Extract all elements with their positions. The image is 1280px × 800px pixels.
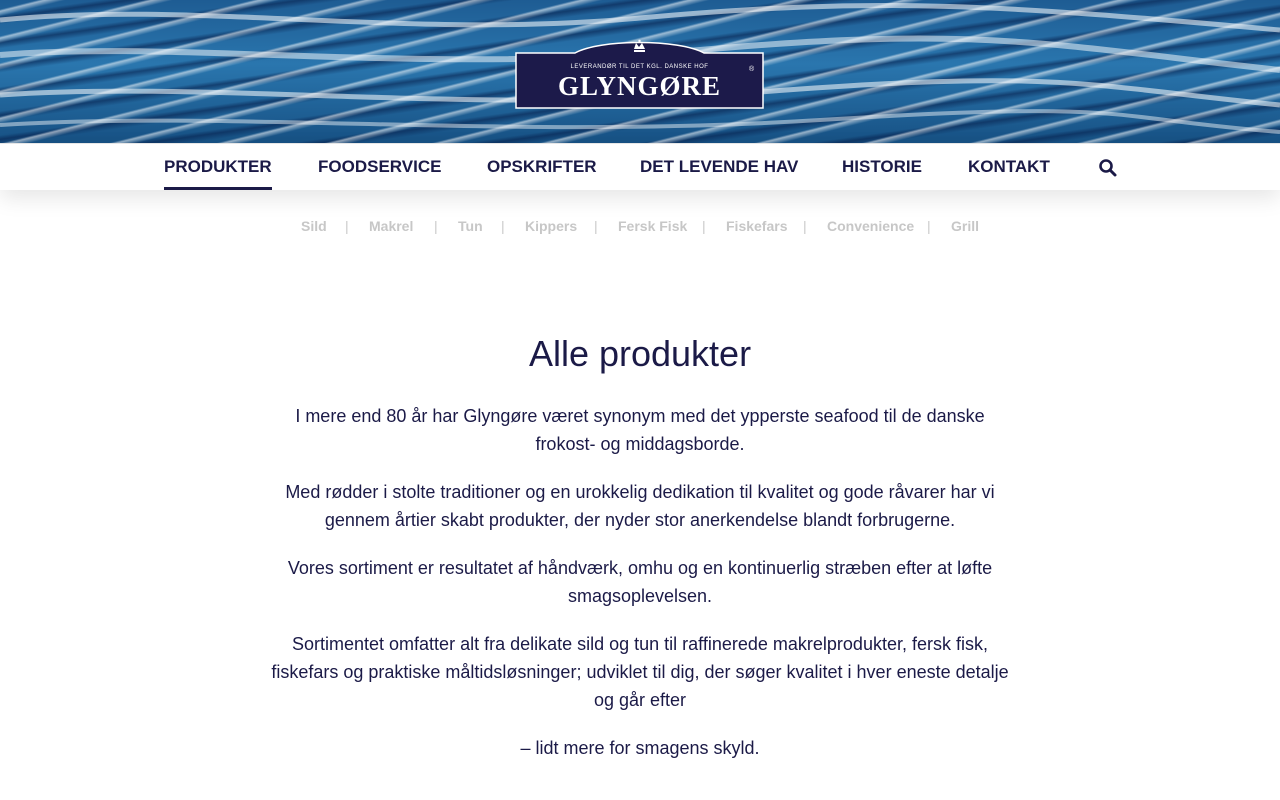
body-paragraph: Vores sortiment er resultatet af håndværk, omhu og en kontinuerlig stræben efter at løfte smagsoplevelsen. — [287, 558, 993, 606]
category-link-convenience[interactable]: Convenience — [827, 218, 915, 234]
category-link-fiskefars[interactable]: Fiskefars — [726, 218, 788, 234]
separator: | — [702, 218, 706, 234]
nav-item-produkter[interactable]: PRODUKTER — [164, 144, 272, 190]
category-link-tun[interactable]: Tun — [458, 218, 483, 234]
separator: | — [594, 218, 598, 234]
nav-item-kontakt[interactable]: KONTAKT — [968, 157, 1050, 176]
search-icon[interactable] — [1098, 158, 1118, 178]
nav-item-det-levende-hav[interactable]: DET LEVENDE HAV — [640, 157, 799, 176]
category-link-fersk-fisk[interactable]: Fersk Fisk — [618, 218, 688, 234]
separator: | — [434, 218, 438, 234]
hero-banner — [0, 0, 1280, 143]
page-title: Alle produkter — [528, 333, 752, 374]
body-paragraph: Med rødder i stolte traditioner og en urokkelig dedikation til kvalitet og gode råvarer har vi gennem årtier skabt produkter, der nyder stor anerkendelse blandt forbrugerne. — [285, 482, 995, 530]
product-category-nav — [0, 218, 1280, 238]
category-link-grill[interactable]: Grill — [951, 218, 980, 234]
intro-paragraph: I mere end 80 år har Glyngøre været synonym med det ypperste seafood til de danske frokost- og middagsborde. — [295, 406, 985, 454]
separator: | — [345, 218, 349, 234]
nav-item-foodservice[interactable]: FOODSERVICE — [318, 157, 442, 176]
category-link-makrel[interactable]: Makrel — [369, 218, 414, 234]
category-link-sild[interactable]: Sild — [301, 218, 327, 234]
logo-tagline: LEVERANDØR TIL DET KGL. DANSKE HOF — [570, 64, 709, 70]
category-link-kippers[interactable]: Kippers — [525, 218, 578, 234]
separator: | — [501, 218, 505, 234]
glyngore-logo[interactable] — [515, 35, 764, 109]
separator: | — [803, 218, 807, 234]
logo-badge — [515, 35, 764, 109]
nav-item-historie[interactable]: HISTORIE — [842, 157, 922, 176]
main-navigation — [0, 143, 1280, 190]
separator: | — [927, 218, 931, 234]
registered-mark: ® — [749, 66, 755, 73]
closing-line: – lidt mere for smagens skyld. — [520, 738, 760, 758]
body-paragraph: Sortimentet omfatter alt fra delikate sild og tun til raffinerede makrelprodukter, fersk fisk, fiskefars og praktiske måltidsløsninger; udviklet til dig, der søger kvalitet i hver eneste detalje og går efter — [271, 634, 1009, 710]
logo-wordmark: GLYNGØRE — [557, 71, 722, 101]
main-content — [270, 330, 1010, 782]
nav-item-opskrifter[interactable]: OPSKRIFTER — [487, 157, 597, 176]
